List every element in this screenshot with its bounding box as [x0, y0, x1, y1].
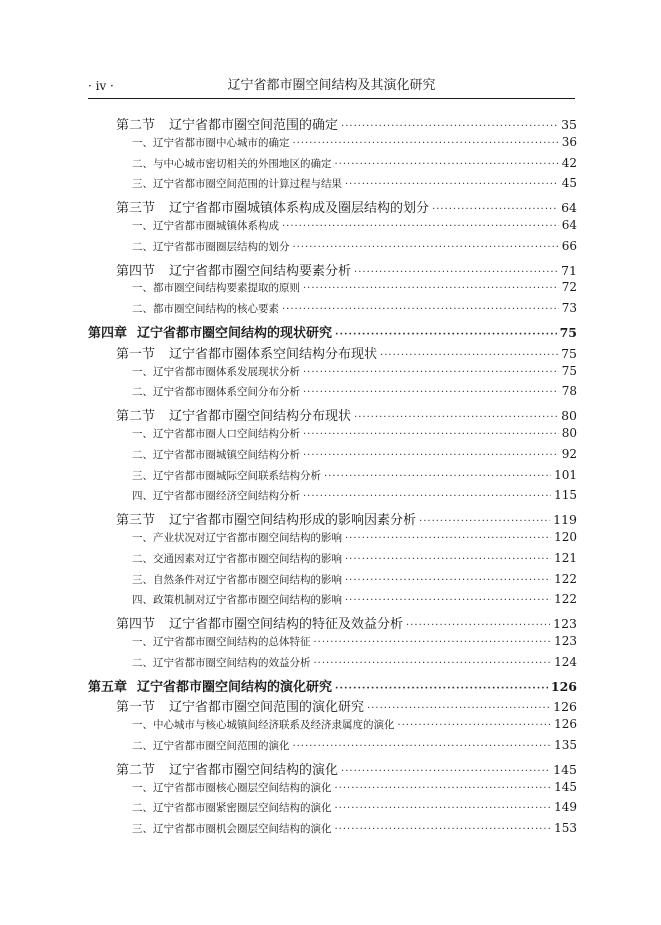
toc-entry-title: [116, 696, 364, 715]
toc-page-number: 153: [554, 821, 577, 836]
toc-leader-dots: [293, 741, 552, 752]
toc-page-number: 80: [561, 425, 577, 440]
toc-entry-number: 第五章: [88, 679, 128, 695]
toc-entry-subsection[interactable]: [88, 634, 577, 655]
toc-entry-text: 二、辽宁省都市圈体系空间分布分析: [132, 386, 300, 399]
toc-page-number: 123: [554, 633, 577, 648]
toc-page-number: 75: [561, 363, 577, 378]
toc-page-number: 72: [561, 280, 577, 295]
toc-leader-dots: [432, 204, 558, 215]
toc-entry-text: 一、辽宁省都市圈中心城市的确定: [132, 136, 290, 149]
toc-entry-text: 四、政策机制对辽宁省都市圈空间结构的影响: [132, 594, 342, 607]
toc-entry-section[interactable]: [88, 343, 577, 364]
toc-leader-dots: [303, 429, 559, 440]
toc-entry-title: [88, 322, 332, 341]
toc-entry-title: [132, 156, 332, 171]
toc-entry-number: 第二节: [116, 118, 156, 133]
toc-entry-number: 第三节: [116, 201, 156, 217]
toc-entry-subsection[interactable]: [88, 592, 577, 613]
toc-entry-section[interactable]: [88, 696, 577, 717]
toc-entry-text: 二、辽宁省都市圈空间范围的演化: [132, 739, 290, 752]
toc-leader-dots: [303, 367, 559, 378]
toc-entry-text: 三、自然条件对辽宁省都市圈空间结构的影响: [132, 573, 342, 586]
toc-entry-subsection[interactable]: [88, 135, 577, 156]
toc-leader-dots: [335, 159, 559, 170]
toc-entry-number: 第四章: [88, 325, 128, 341]
toc-leader-dots: [341, 766, 550, 777]
toc-entry-title: [132, 780, 332, 795]
toc-entry-title: [132, 572, 342, 587]
running-header: [88, 78, 575, 94]
toc-page-number: 115: [554, 488, 577, 503]
toc-page-number: 42: [561, 155, 577, 170]
toc-entry-text: 一、辽宁省都市圈体系发展现状分析: [132, 365, 300, 378]
toc-entry-subsection[interactable]: [88, 717, 577, 738]
toc-leader-dots: [335, 824, 552, 835]
toc-entry-subsection[interactable]: [88, 218, 577, 239]
toc-entry-text: 三、辽宁省都市圈机会圈层空间结构的演化: [132, 823, 332, 836]
toc-entry-subsection[interactable]: [88, 780, 577, 801]
toc-entry-title: [132, 530, 342, 545]
toc-entry-subsection[interactable]: [88, 738, 577, 759]
toc-page-number: 122: [554, 592, 577, 607]
toc-leader-dots: [398, 720, 552, 731]
toc-entry-subsection[interactable]: [88, 447, 577, 468]
toc-page-number: 149: [554, 800, 577, 815]
toc-entry-subsection[interactable]: [88, 239, 577, 260]
toc-entry-title: [132, 634, 311, 649]
toc-entry-subsection[interactable]: [88, 426, 577, 447]
toc-leader-dots: [303, 387, 559, 398]
toc-entry-title: [132, 800, 332, 815]
toc-entry-title: [132, 551, 342, 566]
toc-leader-dots: [354, 412, 558, 423]
toc-entry-text: 二、辽宁省都市圈紧密圈层空间结构的演化: [132, 802, 332, 815]
toc-entry-subsection[interactable]: [88, 551, 577, 572]
toc-page-number: 101: [554, 467, 577, 482]
toc-leader-dots: [314, 658, 552, 669]
toc-entry-section[interactable]: [88, 197, 577, 218]
toc-leader-dots: [380, 350, 558, 361]
toc-entry-text: 辽宁省都市圈体系空间结构分布现状: [169, 346, 378, 362]
toc-entry-text: 辽宁省都市圈空间结构形成的影响因素分析: [169, 513, 417, 529]
toc-entry-section[interactable]: [88, 260, 577, 281]
toc-entry-text: 一、辽宁省都市圈空间结构的总体特征: [132, 635, 311, 648]
toc-entry-text: 辽宁省都市圈空间结构的演化: [169, 762, 339, 778]
toc-page-number: 64: [561, 200, 577, 216]
toc-entry-title: [116, 197, 429, 216]
toc-leader-dots: [406, 620, 550, 631]
toc-entry-title: [132, 447, 300, 462]
toc-page-number: 78: [561, 384, 577, 399]
toc-entry-subsection[interactable]: [88, 821, 577, 842]
toc-page-number: 124: [554, 654, 577, 669]
toc-page-number: 75: [559, 324, 577, 340]
toc-entry-chapter[interactable]: [88, 676, 577, 697]
toc-entry-number: 第一节: [116, 346, 156, 362]
toc-leader-dots: [335, 329, 557, 340]
toc-entry-title: [132, 176, 342, 191]
toc-entry-title: [132, 655, 311, 670]
toc-entry-subsection[interactable]: [88, 156, 577, 177]
toc-entry-title: [116, 405, 351, 424]
toc-entry-text: 一、中心城市与核心城镇间经济联系及经济隶属度的演化: [132, 719, 395, 732]
toc-entry-subsection[interactable]: [88, 280, 577, 301]
toc-entry-number: 第二节: [116, 762, 156, 778]
toc-entry-title: [132, 239, 290, 254]
toc-leader-dots: [367, 703, 550, 714]
toc-entry-text: 辽宁省都市圈空间结构的特征及效益分析: [169, 617, 404, 633]
running-title: 辽宁省都市圈空间结构及其演化研究: [227, 78, 436, 93]
toc-entry-title: [116, 759, 338, 778]
toc-page-number: 126: [554, 717, 577, 732]
toc-entry-number: 第三节: [116, 513, 156, 529]
toc-page-number: 120: [554, 529, 577, 544]
toc-entry-text: 二、都市圈空间结构的核心要素: [132, 303, 279, 316]
toc-entry-text: 辽宁省都市圈空间结构要素分析: [169, 263, 352, 279]
toc-page-number: 66: [561, 238, 577, 253]
toc-entry-chapter[interactable]: [88, 322, 577, 343]
toc-entry-text: 辽宁省都市圈空间范围的确定: [169, 118, 339, 133]
toc-entry-subsection[interactable]: [88, 384, 577, 405]
toc-entry-subsection[interactable]: [88, 176, 577, 197]
toc-entry-section[interactable]: [88, 509, 577, 530]
toc-entry-text: 一、辽宁省都市圈人口空间结构分析: [132, 427, 300, 440]
toc-entry-title: [132, 821, 332, 836]
toc-entry-text: 一、都市圈空间结构要素提取的原则: [132, 282, 300, 295]
toc-entry-title: [132, 488, 300, 503]
toc-leader-dots: [345, 179, 559, 190]
toc-entry-subsection[interactable]: [88, 800, 577, 821]
toc-leader-dots: [419, 516, 550, 527]
toc-leader-dots: [293, 242, 559, 253]
page-number: · iv ·: [88, 79, 114, 93]
toc-page-number: 145: [553, 761, 577, 777]
toc-page-number: 126: [553, 699, 577, 715]
toc-entry-text: 辽宁省都市圈空间结构分布现状: [169, 409, 352, 425]
toc-page-number: 121: [554, 550, 577, 565]
toc-entry-subsection[interactable]: [88, 364, 577, 385]
toc-entry-title: [116, 613, 403, 632]
toc-page-number: 123: [553, 616, 577, 632]
toc-leader-dots: [335, 783, 552, 794]
toc-entry-title: [88, 676, 332, 695]
toc-entry-number: 第四节: [116, 263, 156, 279]
toc-entry-text: 二、交通因素对辽宁省都市圈空间结构的影响: [132, 552, 342, 565]
toc-leader-dots: [345, 575, 551, 586]
toc-leader-dots: [303, 283, 559, 294]
toc-entry-title: [116, 114, 338, 133]
toc-leader-dots: [293, 138, 559, 149]
toc-entry-title: [116, 260, 351, 279]
toc-entry-text: 辽宁省都市圈城镇体系构成及圈层结构的划分: [169, 201, 430, 217]
toc-page-number: 71: [561, 262, 577, 278]
toc-entry-number: 第一节: [116, 700, 156, 716]
toc-leader-dots: [345, 533, 551, 544]
toc-page-number: 126: [550, 678, 577, 694]
toc-entry-subsection[interactable]: [88, 655, 577, 676]
toc-leader-dots: [345, 554, 551, 565]
toc-entry-title: [132, 301, 279, 316]
toc-page-number: 36: [561, 134, 577, 149]
toc-page-number: 122: [554, 571, 577, 586]
toc-entry-title: [132, 426, 300, 441]
toc-entry-number: 第二节: [116, 409, 156, 425]
toc-page-number: 80: [561, 408, 577, 424]
toc-leader-dots: [345, 595, 551, 606]
toc-page-number: 119: [553, 512, 577, 528]
toc-entry-number: 第四节: [116, 617, 156, 633]
toc-entry-text: 三、辽宁省都市圈空间范围的计算过程与结果: [132, 178, 342, 191]
toc-entry-text: 辽宁省都市圈空间结构的演化研究: [137, 679, 333, 695]
toc-entry-text: 一、辽宁省都市圈城镇体系构成: [132, 219, 279, 232]
toc-entry-text: 二、辽宁省都市圈空间结构的效益分析: [132, 656, 311, 669]
toc-entry-title: [132, 717, 395, 732]
toc-entry-title: [116, 343, 377, 362]
toc-leader-dots: [303, 450, 559, 461]
toc-page-number: 45: [561, 176, 577, 191]
toc-page-number: 73: [561, 301, 577, 316]
toc-entry-title: [132, 738, 290, 753]
toc-entry-text: 二、辽宁省都市圈城镇空间结构分析: [132, 448, 300, 461]
toc-entry-text: 四、辽宁省都市圈经济空间结构分析: [132, 490, 300, 503]
toc-leader-dots: [282, 304, 559, 315]
toc-entry-text: 一、辽宁省都市圈核心圈层空间结构的演化: [132, 781, 332, 794]
toc-entry-subsection[interactable]: [88, 572, 577, 593]
toc-entry-title: [132, 592, 342, 607]
toc-leader-dots: [354, 267, 558, 278]
toc-entry-title: [132, 135, 290, 150]
toc-entry-text: 二、与中心城市密切相关的外围地区的确定: [132, 157, 332, 170]
toc-leader-dots: [303, 491, 551, 502]
toc-page-number: 145: [554, 779, 577, 794]
toc-entry-section[interactable]: [88, 405, 577, 426]
toc-entry-text: 辽宁省都市圈空间范围的演化研究: [169, 700, 365, 716]
toc-page-number: 92: [561, 446, 577, 461]
toc-leader-dots: [324, 471, 551, 482]
toc-leader-dots: [341, 121, 558, 132]
toc-entry-title: [132, 364, 300, 379]
toc-page-number: 64: [561, 217, 577, 232]
toc-entry-text: 三、辽宁省都市圈城际空间联系结构分析: [132, 469, 321, 482]
toc-entry-text: 二、辽宁省都市圈圈层结构的划分: [132, 240, 290, 253]
table-of-contents: [88, 114, 577, 842]
toc-leader-dots: [335, 683, 548, 694]
toc-page-number: 135: [554, 737, 577, 752]
toc-page-number: 75: [561, 345, 577, 361]
toc-entry-title: [132, 468, 321, 483]
toc-entry-title: [132, 218, 279, 233]
toc-page-number: 35: [561, 117, 577, 132]
toc-entry-title: [132, 384, 300, 399]
toc-entry-subsection[interactable]: [88, 530, 577, 551]
toc-entry-section[interactable]: [88, 759, 577, 780]
header-rule: [88, 98, 575, 99]
toc-entry-section[interactable]: [88, 114, 577, 135]
toc-entry-text: 辽宁省都市圈空间结构的现状研究: [137, 325, 333, 341]
toc-entry-subsection[interactable]: [88, 488, 577, 509]
toc-entry-title: [132, 280, 300, 295]
toc-entry-text: 一、产业状况对辽宁省都市圈空间结构的影响: [132, 531, 342, 544]
toc-entry-section[interactable]: [88, 613, 577, 634]
toc-entry-title: [116, 509, 416, 528]
toc-entry-subsection[interactable]: [88, 301, 577, 322]
toc-leader-dots: [282, 221, 559, 232]
toc-leader-dots: [335, 803, 552, 814]
toc-entry-subsection[interactable]: [88, 468, 577, 489]
toc-leader-dots: [314, 637, 552, 648]
